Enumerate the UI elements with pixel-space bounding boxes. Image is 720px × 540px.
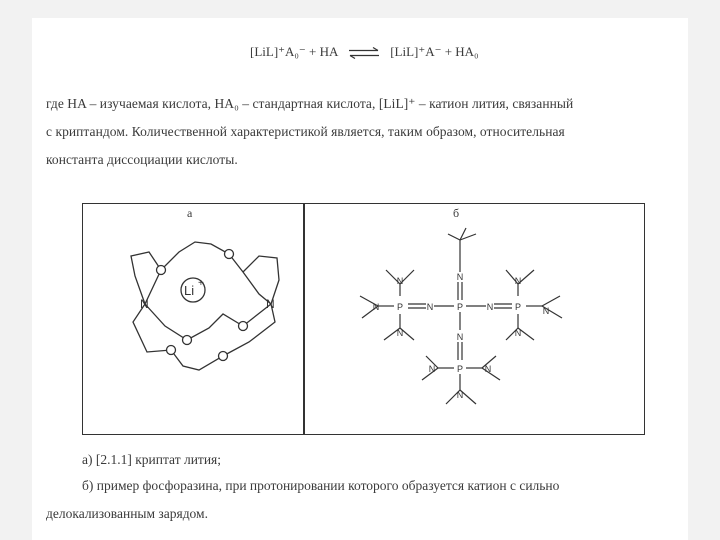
panel-b-label: б xyxy=(453,206,460,220)
paragraph-line-2: с криптандом. Количественной характеристикой является, таким образом, относительная xyxy=(46,124,565,139)
lithium-label: Li xyxy=(184,283,195,298)
oxygen-atom-3 xyxy=(183,336,192,345)
atom-n-bottom-bridge: N xyxy=(456,332,464,342)
paragraph-line-1: где HA – изучаемая кислота, HA₀ – стандартная кислота, [LiL]⁺ – катион лития, связанный xyxy=(46,96,574,111)
oxygen-atom-1 xyxy=(157,266,166,275)
atom-p-right: P xyxy=(514,302,522,312)
figure-box xyxy=(82,203,645,435)
atom-n-right-top: N xyxy=(514,276,522,286)
equation-left: [LiL]⁺A₀⁻ + HA xyxy=(250,44,338,59)
atom-n-bottom-right: N xyxy=(484,364,492,374)
document-page xyxy=(32,18,688,540)
oxygen-atom-5 xyxy=(167,346,176,355)
equilibrium-equation xyxy=(250,44,479,60)
oxygen-atom-2 xyxy=(225,250,234,259)
lithium-charge: + xyxy=(198,278,204,289)
atom-p-bottom: P xyxy=(456,364,464,374)
oxygen-atom-4 xyxy=(239,322,248,331)
caption-b-line-1: б) пример фосфоразина, при протонировании которого образуется катион с сильно xyxy=(82,478,560,493)
atom-n-left-bridge: N xyxy=(426,302,434,312)
nitrogen-left: N xyxy=(140,297,149,311)
atom-n-bottom-left: N xyxy=(428,364,436,374)
atom-p-center: P xyxy=(456,302,464,312)
caption-a: а) [2.1.1] криптат лития; xyxy=(82,452,222,467)
oxygen-atom-6 xyxy=(219,352,228,361)
atom-p-left: P xyxy=(396,302,404,312)
panel-a-label: а xyxy=(187,206,193,220)
phosphazene-structure xyxy=(304,204,644,434)
equilibrium-arrow-icon xyxy=(347,47,381,59)
atom-n-right-side: N xyxy=(542,306,550,316)
atom-n-left-side: N xyxy=(372,302,380,312)
atom-n-bottom-down: N xyxy=(456,390,464,400)
atom-n-right-bottom: N xyxy=(514,328,522,338)
atom-n-left-bottom: N xyxy=(396,328,404,338)
nitrogen-right: N xyxy=(266,297,275,311)
equation-right: [LiL]⁺A⁻ + HA₀ xyxy=(390,44,479,59)
atom-n-top: N xyxy=(456,272,464,282)
caption-b-line-2: делокализованным зарядом. xyxy=(46,506,208,521)
cryptand-structure xyxy=(83,204,303,434)
paragraph-line-3: константа диссоциации кислоты. xyxy=(46,152,238,167)
atom-n-left-top: N xyxy=(396,276,404,286)
atom-n-right-bridge: N xyxy=(486,302,494,312)
